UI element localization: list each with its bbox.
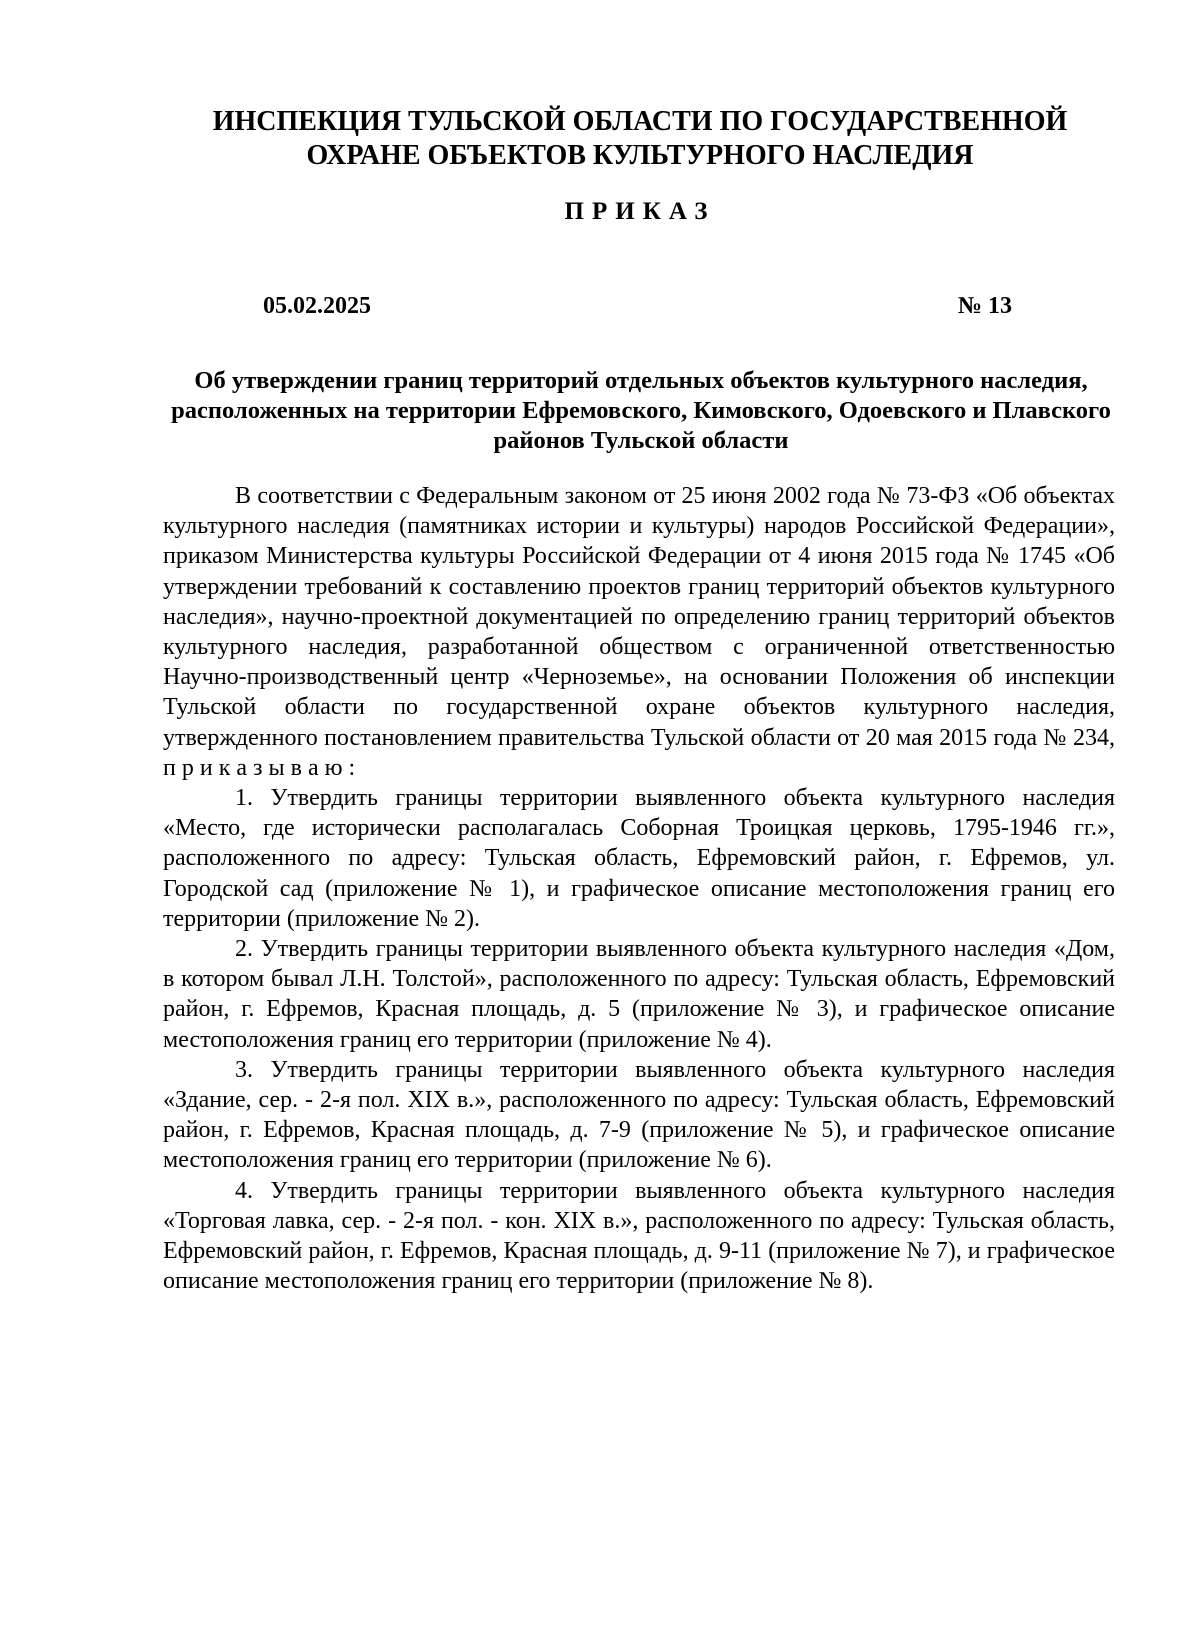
order-item-4: 4. Утвердить границы территории выявленного объекта культурного наследия «Торговая лавка, сер. - 2-я пол. - кон. XIX в.», расположенного по адресу: Тульская область, Ефремовский район, г. Ефремов, Красная площадь, д. 9-11 (приложение № 7), и графическое описание местоположения границ его территории (приложение № 8). <box>163 1177 1115 1295</box>
document-type-heading: ПРИКАЗ <box>564 198 716 225</box>
document-body <box>163 481 1115 1296</box>
document-title: Об утверждении границ территорий отдельных объектов культурного наследия, расположенных на территории Ефремовского, Кимовского, Одоевского и Плавского районов Тульской области <box>171 367 1111 454</box>
organization-heading: ИНСПЕКЦИЯ ТУЛЬСКОЙ ОБЛАСТИ ПО ГОСУДАРСТВЕННОЙ ОХРАНЕ ОБЪЕКТОВ КУЛЬТУРНОГО НАСЛЕДИЯ <box>212 106 1068 171</box>
order-date: 05.02.2025 <box>263 293 371 319</box>
preamble-paragraph: В соответствии с Федеральным законом от 25 июня 2002 года № 73-ФЗ «Об объектах культурного наследия (памятниках истории и культуры) народов Российской Федерации», приказом Министерства культуры Российской Федерации от 4 июня 2015 года № 1745 «Об утверждении требований к составлению проектов границ территорий объектов культурного наследия», научно-проектной документацией по определению границ территорий объектов культурного наследия, разработанной обществом с ограниченной ответственностью Научно-производственный центр «Черноземье», на основании Положения об инспекции Тульской области по государственной охране объектов культурного наследия, утвержденного постановлением правительства Тульской области от 20 мая 2015 года № 234, п р и к а з ы в а ю : <box>163 483 1115 781</box>
order-item-3: 3. Утвердить границы территории выявленного объекта культурного наследия «Здание, сер. - 2-я пол. XIX в.», расположенного по адресу: Тульская область, Ефремовский район, г. Ефремов, Красная площадь, д. 7-9 (приложение № 5), и графическое описание местоположения границ его территории (приложение № 6). <box>163 1056 1115 1174</box>
order-item-1: 1. Утвердить границы территории выявленного объекта культурного наследия «Место, где исторически располагалась Соборная Троицкая церковь, 1795-1946 гг.», расположенного по адресу: Тульская область, Ефремовский район, г. Ефремов, ул. Городской сад (приложение № 1), и графическое описание местоположения границ его территории (приложение № 2). <box>163 785 1115 932</box>
order-item-2: 2. Утвердить границы территории выявленного объекта культурного наследия «Дом, в котором бывал Л.Н. Толстой», расположенного по адресу: Тульская область, Ефремовский район, г. Ефремов, Красная площадь, д. 5 (приложение № 3), и графическое описание местоположения границ его территории (приложение № 4). <box>163 936 1115 1053</box>
order-number: № 13 <box>957 293 1012 319</box>
